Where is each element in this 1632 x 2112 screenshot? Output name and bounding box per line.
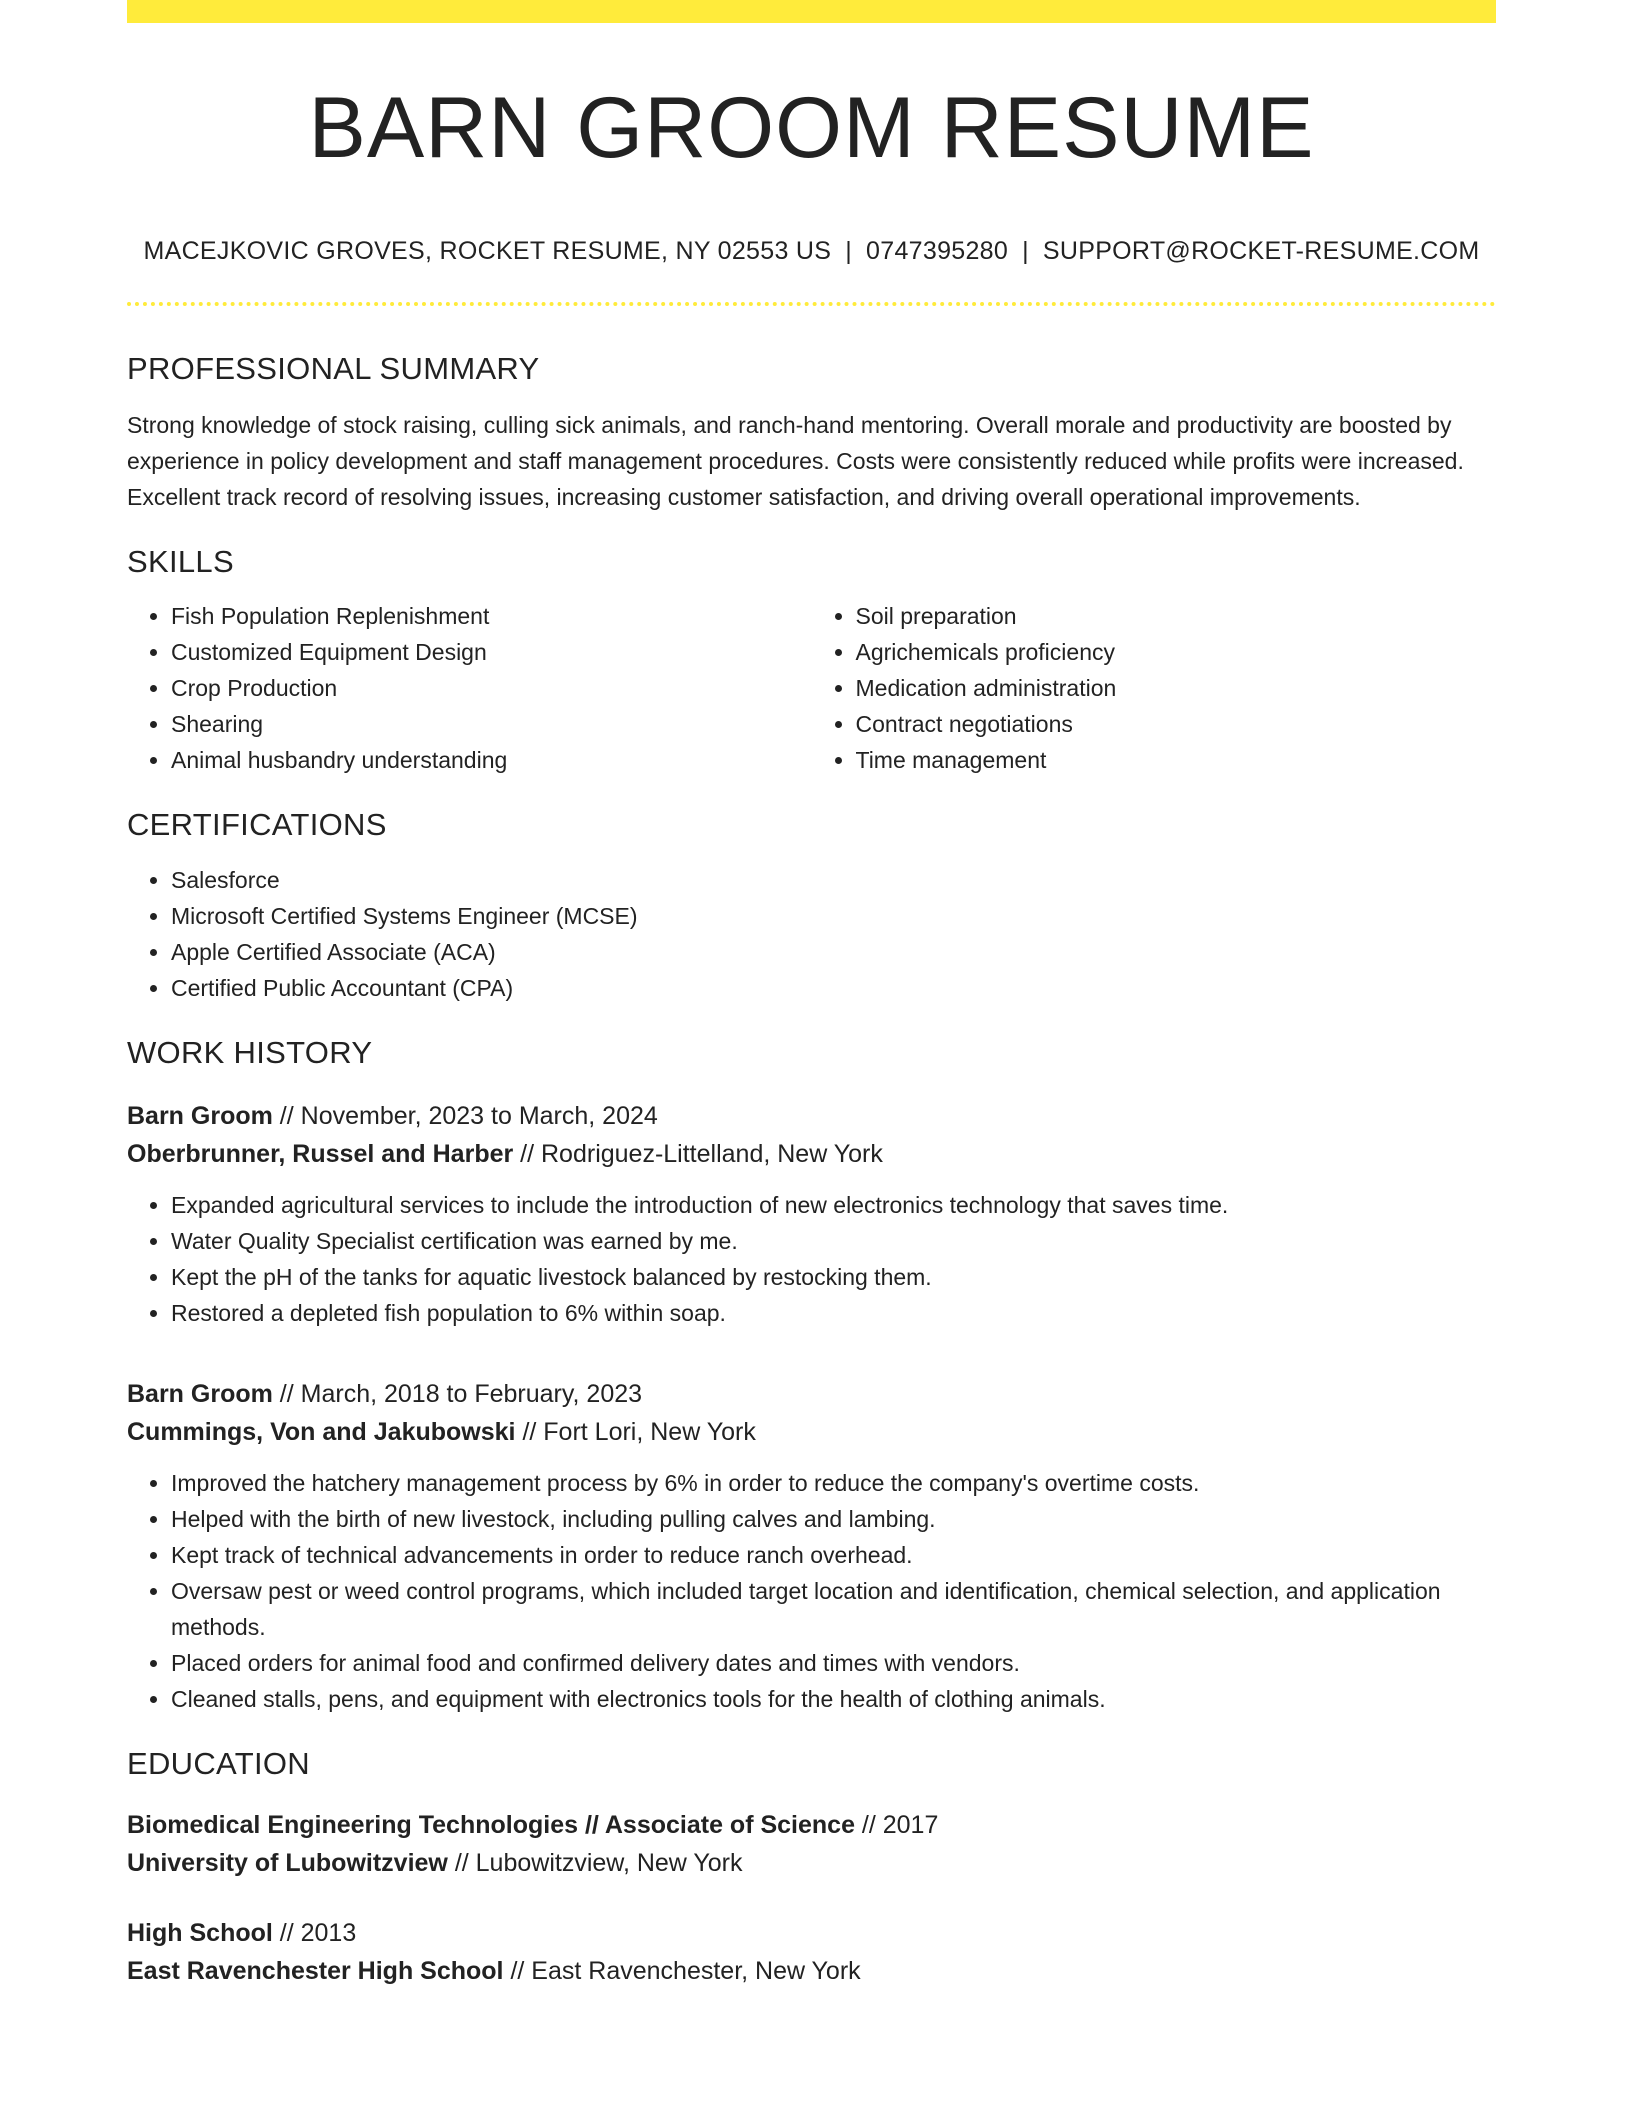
work-history-section	[127, 1034, 1496, 1717]
job-duty: • Helped with the birth of new livestock, including pulling calves and lambing.	[171, 1501, 1496, 1537]
job-location: // Rodriguez-Littelland, New York	[513, 1139, 883, 1168]
skills-list-right	[812, 598, 1497, 778]
job-duty: • Kept the pH of the tanks for aquatic livestock balanced by restocking them.	[171, 1259, 1496, 1295]
job-duty: • Oversaw pest or weed control programs, which included target location and identification, chemical selection, and application methods.	[171, 1573, 1496, 1645]
job-dates: // November, 2023 to March, 2024	[272, 1101, 658, 1130]
contact-email: SUPPORT@ROCKET-RESUME.COM	[1042, 237, 1480, 265]
certifications-list	[127, 862, 1496, 1006]
education-year: // 2017	[854, 1810, 939, 1839]
certification-item: • Salesforce	[171, 862, 1496, 898]
education-section	[127, 1745, 1496, 1990]
section-heading: WORK HISTORY	[127, 1034, 373, 1070]
job-title: Barn Groom	[127, 1101, 273, 1130]
skill-item: • Crop Production	[171, 670, 812, 706]
section-heading: SKILLS	[127, 544, 234, 580]
job-entry	[127, 1097, 1496, 1331]
job-duties-list	[127, 1187, 1496, 1331]
certification-item: • Certified Public Accountant (CPA)	[171, 970, 1496, 1006]
contact-phone: 0747395280	[866, 237, 1009, 265]
top-accent-bar	[127, 0, 1496, 23]
job-duty: • Placed orders for animal food and confirmed delivery dates and times with vendors.	[171, 1645, 1496, 1681]
skills-section	[127, 543, 1496, 778]
education-degree-line	[127, 1806, 1496, 1844]
skill-item: • Fish Population Replenishment	[171, 598, 812, 634]
contact-line	[127, 237, 1496, 266]
job-entry	[127, 1375, 1496, 1717]
skill-item: • Animal husbandry understanding	[171, 742, 812, 778]
education-year: // 2013	[272, 1918, 357, 1947]
skill-item: • Medication administration	[856, 670, 1497, 706]
education-degree: High School	[127, 1918, 273, 1947]
job-dates: // March, 2018 to February, 2023	[272, 1379, 643, 1408]
resume-page	[127, 0, 1496, 1990]
contact-separator: |	[1022, 237, 1029, 265]
job-location: // Fort Lori, New York	[515, 1417, 756, 1446]
contact-address: MACEJKOVIC GROVES, ROCKET RESUME, NY 02553 US	[143, 237, 832, 265]
section-heading: CERTIFICATIONS	[127, 807, 387, 843]
summary-text: Strong knowledge of stock raising, culling sick animals, and ranch-hand mentoring. Overall morale and productivity are boosted by experience in policy development and staff management procedures. Costs were consistently reduced while profits were increased. Excellent track record of resolving issues, increasing customer satisfaction, and driving overall operational improvements.	[127, 412, 1464, 511]
job-duty: • Improved the hatchery management process by 6% in order to reduce the company's overtime costs.	[171, 1465, 1496, 1501]
skills-grid	[127, 598, 1496, 778]
education-location: // Lubowitzview, New York	[447, 1848, 743, 1877]
skill-item: • Time management	[856, 742, 1497, 778]
job-duties-list	[127, 1465, 1496, 1717]
education-degree: Biomedical Engineering Technologies // Associate of Science	[127, 1810, 855, 1839]
skill-item: • Agrichemicals proficiency	[856, 634, 1497, 670]
skill-item: • Customized Equipment Design	[171, 634, 812, 670]
summary-section	[127, 350, 1496, 515]
job-duty: • Kept track of technical advancements in order to reduce ranch overhead.	[171, 1537, 1496, 1573]
education-degree-line	[127, 1914, 1496, 1952]
education-entry	[127, 1806, 1496, 1882]
education-school-line	[127, 1952, 1496, 1990]
education-school: University of Lubowitzview	[127, 1848, 448, 1877]
skill-item: • Contract negotiations	[856, 706, 1497, 742]
skill-item: • Shearing	[171, 706, 812, 742]
resume-title: BARN GROOM RESUME	[308, 80, 1315, 176]
job-duty: • Expanded agricultural services to include the introduction of new electronics technology that saves time.	[171, 1187, 1496, 1223]
section-heading: PROFESSIONAL SUMMARY	[127, 351, 540, 386]
certification-item: • Apple Certified Associate (ACA)	[171, 934, 1496, 970]
contact-separator: |	[845, 237, 853, 265]
job-title-line	[127, 1375, 1496, 1413]
skills-list-left	[127, 598, 812, 778]
job-company: Oberbrunner, Russel and Harber	[127, 1139, 514, 1168]
job-duty: • Water Quality Specialist certification was earned by me.	[171, 1223, 1496, 1259]
skill-item: • Soil preparation	[856, 598, 1497, 634]
education-school: East Ravenchester High School	[127, 1956, 504, 1985]
job-title: Barn Groom	[127, 1379, 273, 1408]
job-company: Cummings, Von and Jakubowski	[127, 1417, 516, 1446]
education-location: // East Ravenchester, New York	[503, 1956, 861, 1985]
job-title-line	[127, 1097, 1496, 1135]
job-company-line	[127, 1413, 1496, 1451]
section-heading: EDUCATION	[127, 1745, 310, 1781]
job-duty: • Restored a depleted fish population to 6% within soap.	[171, 1295, 1496, 1331]
job-duty: • Cleaned stalls, pens, and equipment with electronics tools for the health of clothing animals.	[171, 1681, 1496, 1717]
certifications-section	[127, 806, 1496, 1005]
education-entry	[127, 1914, 1496, 1990]
certification-item: • Microsoft Certified Systems Engineer (MCSE)	[171, 898, 1496, 934]
dotted-divider	[127, 302, 1496, 306]
education-school-line	[127, 1844, 1496, 1882]
job-company-line	[127, 1135, 1496, 1173]
